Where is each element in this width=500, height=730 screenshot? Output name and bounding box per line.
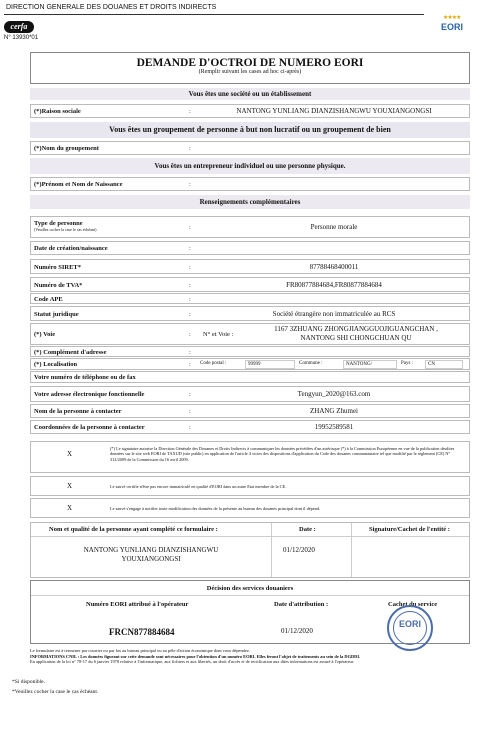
decision-title: Décision des services douaniers — [206, 585, 294, 592]
eori-number[interactable]: FRCN877884684 — [109, 627, 175, 637]
row-voie: (*) Voie : N° et Voie : 1167 3ZHUANG ZHONGJIANGGUOJIGUANGCHAN , NANTONG SHI CHONGCHUAN QU — [30, 323, 470, 345]
checkbox-engagement[interactable]: X — [67, 504, 73, 512]
row-localisation: (*) Localisation : Code postal : 99999 Commune : NANTONG/ Pays : CN — [30, 358, 470, 370]
row-date-creation: Date de création/naissance : — [30, 241, 470, 255]
row-email: Votre adresse électronique fonctionnelle : Tengyun_2020@163.com — [30, 386, 470, 402]
section-nonprofit: Vous êtes un groupement de personne à but non lucratif ou un groupement de bien — [30, 122, 470, 138]
raison-sociale-value[interactable]: NANTONG YUNLIANG DIANZISHANGWU YOUXIANGONGSI — [236, 107, 432, 115]
attribution-date[interactable]: 01/12/2020 — [281, 627, 313, 635]
form-title: DEMANDE D'OCTROI DE NUMERO EORI — [136, 57, 364, 69]
eori-stamp: EORI — [387, 605, 433, 651]
form-subtitle: (Remplir suivant les cases ad hoc ci-après) — [198, 69, 302, 75]
decision-block: Décision des services douaniers Numéro EORI attribué à l'opérateur Date d'attribution : Cachet du service FRCN877884684 01/12/2020 — [30, 580, 470, 644]
eori-logo: ★★★★ EORI — [441, 15, 464, 32]
row-prenom-nom: (*)Prénom et Nom de Naissance : — [30, 177, 470, 191]
section-complement: Renseignements complémentaires — [30, 195, 470, 209]
code-postal-field[interactable]: 99999 — [245, 360, 295, 369]
notice-engagement: X Le sauvé s'engage à notifier toute modification des données de la présente au bureau des douanes principal dont il dépend. — [30, 498, 470, 518]
notice-certification: X Le sauvé certifie n'être pas encore immatriculé en qualité d'EORI dans un autre Etat membre de la CE. — [30, 476, 470, 496]
row-type-personne: Type de personne (Veuillez cocher la case le cas échéant) : Personne morale — [30, 216, 470, 238]
signature-date[interactable]: 01/12/2020 — [283, 546, 315, 554]
cerfa-number: N° 13930*01 — [4, 35, 39, 41]
type-personne-value[interactable]: Personne morale — [310, 223, 358, 231]
row-tva: Numéro de TVA* : FR80877884684,FR80877884684 — [30, 277, 470, 292]
footnote-available: *Si disponible. — [12, 679, 46, 685]
row-contact-coord: Coordonnées de la personne à contacter : 19952589581 — [30, 420, 470, 434]
row-complement-adresse: (*) Complément d'adresse : — [30, 346, 470, 357]
footnote-check: *Veuillez cocher la case le cas échéant. — [12, 689, 99, 695]
tva-value[interactable]: FR80877884684,FR80877884684 — [286, 281, 382, 289]
email-value[interactable]: Tengyun_2020@163.com — [297, 390, 371, 398]
voie-value[interactable]: 1167 3ZHUANG ZHONGJIANGGUOJIGUANGCHAN , NANTONG SHI CHONGCHUAN QU — [274, 325, 438, 343]
row-siret: Numéro SIRET* : 87788468400011 — [30, 259, 470, 274]
siret-value[interactable]: 87788468400011 — [309, 263, 359, 271]
agency-name: DIRECTION GENERALE DES DOUANES ET DROITS INDIRECTS — [6, 4, 217, 11]
row-statut: Statut juridique : Société étrangère non immatriculée au RCS — [30, 306, 470, 321]
header-divider — [4, 14, 424, 15]
contact-name-value[interactable]: ZHANG Zhumei — [309, 407, 359, 415]
row-telephone: Votre numéro de téléphone ou de fax — [30, 371, 470, 383]
statut-value[interactable]: Société étrangère non immatriculée au RCS — [272, 310, 396, 318]
row-groupement: (*)Nom du groupement : — [30, 141, 470, 155]
footer-text: Le formulaire est à retourner par courrier ou par fax au bureau principal ou au pôle d'action économique dont vous dépendez. INFORMATIONS CNIL : Les données figurant sur cette demande sont nécessaires pour l'obtention d'un numéro EORI. Elles feront l'objet de traitements au sein de la DGDDI. En application de la loi n° 78-17 du 6 janvier 1978 relative à l'informatique, aux fichiers et aux libertés, un droit d'accès et de rectification aux dites informations est assuré à l'opérateur. — [30, 648, 361, 665]
contact-coord-value[interactable]: 19952589581 — [314, 423, 354, 431]
notice-publication: X (*) Le signataire autorise la Direction Générale des Douanes et Droits Indirects à communiquer les données précédées d'un astérisque (*) à la Commission Européenne en vue de la publication desdites données sur le site web EORI de TAXUD (site public) en application de l'article 4 vicies des dispositions d'application du Code des douanes communautaire tel que modifié par le règlement (CE) N° 312/2009 de la Commission du 16 avril 2009. — [30, 441, 470, 473]
row-contact-name: Nom de la personne à contacter : ZHANG Zhumei — [30, 404, 470, 418]
row-raison-sociale: (*)Raison sociale : NANTONG YUNLIANG DIANZISHANGWU YOUXIANGONGSI — [30, 104, 470, 118]
commune-field[interactable]: NANTONG/ — [343, 360, 397, 369]
eu-stars-icon: ★★★★ — [443, 15, 461, 21]
checkbox-publication[interactable]: X — [67, 450, 73, 458]
pays-field[interactable]: CN — [425, 360, 463, 369]
signatory-name[interactable]: NANTONG YUNLIANG DIANZISHANGWU YOUXIANGONGSI — [83, 546, 219, 564]
section-company: Vous êtes une société ou un établissement — [30, 88, 470, 100]
section-individual: Vous êtes un entrepreneur individuel ou une personne physique. — [30, 158, 470, 174]
signature-block: Nom et qualité de la personne ayant complété ce formulaire : Date : Signature/Cachet de l'entité : NANTONG YUNLIANG DIANZISHANGWU YOUXIANGONGSI 01/12/2020 — [30, 522, 470, 578]
voie-no-label: N° et Voie : — [203, 331, 234, 338]
cerfa-logo: cerfa — [4, 21, 34, 33]
row-ape: Code APE : — [30, 293, 470, 304]
form-title-box — [30, 52, 470, 84]
checkbox-certification[interactable]: X — [67, 482, 73, 490]
